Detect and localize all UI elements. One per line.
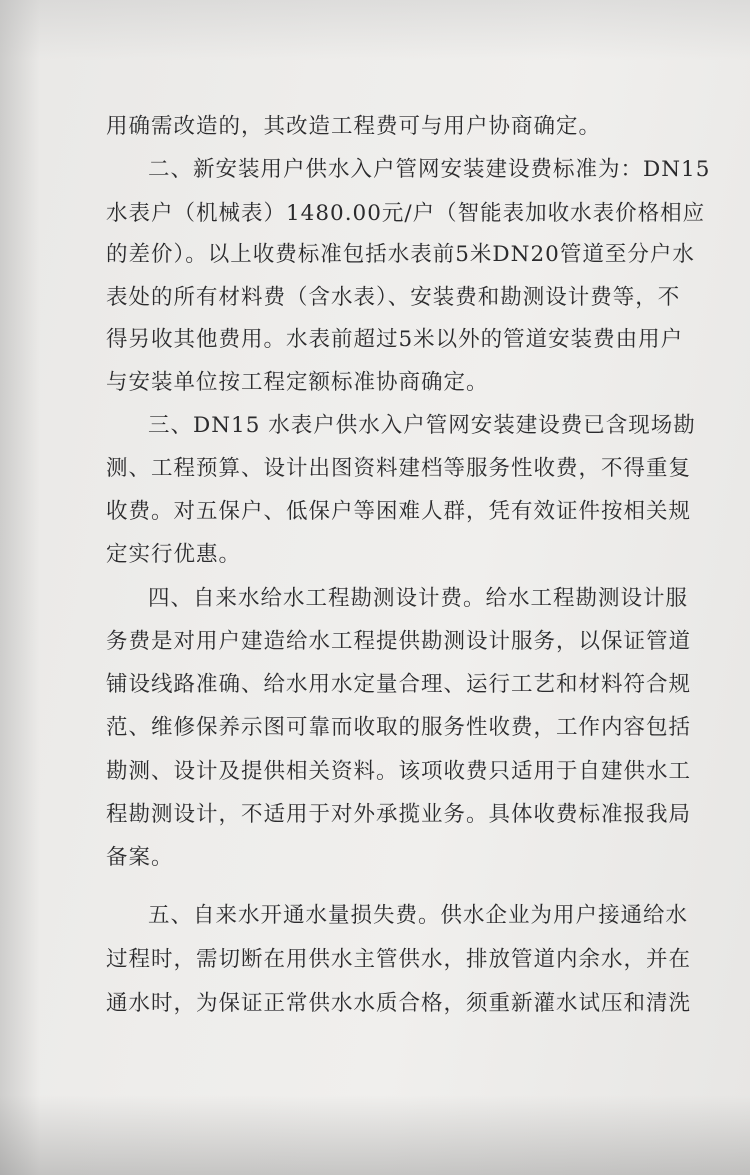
paragraph-3-line-1: 三、DN15 水表户供水入户管网安装建设费已含现场勘 [148,413,696,438]
page-shadow-top [0,0,750,60]
paragraph-4-line-2: 务费是对用户建造给水工程提供勘测设计服务，以保证管道 [106,629,692,654]
paragraph-4-line-6: 程勘测设计，不适用于对外承揽业务。具体收费标准报我局 [106,802,692,827]
paragraph-4-line-7: 备案。 [106,845,174,870]
paragraph-3-line-2: 测、工程预算、设计出图资料建档等服务性收费，不得重复 [106,456,692,481]
page-shadow-bottom [0,1095,750,1175]
paragraph-2-line-1: 二、新安装用户供水入户管网安装建设费标准为：DN15 [148,157,711,182]
paragraph-5-line-2: 过程时，需切断在用供水主管供水，排放管道内余水，并在 [106,947,692,972]
paragraph-5-line-3: 通水时，为保证正常供水水质合格，须重新灌水试压和清洗 [106,991,692,1016]
paragraph-2-line-3: 的差价）。以上收费标准包括水表前5米DN20管道至分户水 [106,242,695,267]
page-shadow-left [0,0,40,1175]
paragraph-4-line-3: 铺设线路准确、给水用水定量合理、运行工艺和材料符合规 [106,672,692,697]
paragraph-4-line-4: 范、维修保养示图可靠而收取的服务性收费，工作内容包括 [106,715,692,740]
paragraph-2-line-4: 表处的所有材料费（含水表）、安装费和勘测设计费等，不 [106,285,681,310]
paragraph-1-line-1: 用确需改造的，其改造工程费可与用户协商确定。 [106,114,602,139]
paragraph-4-line-1: 四、自来水给水工程勘测设计费。给水工程勘测设计服 [148,586,689,611]
paragraph-2-line-5: 得另收其他费用。水表前超过5米以外的管道安装费由用户 [106,327,684,352]
paragraph-2-line-6: 与安装单位按工程定额标准协商确定。 [106,370,489,395]
paragraph-3-line-4: 定实行优惠。 [106,542,242,567]
paragraph-4-line-5: 勘测、设计及提供相关资料。该项收费只适用于自建供水工 [106,759,692,784]
paragraph-2-line-2: 水表户（机械表）1480.00元/户（智能表加收水表价格相应 [106,201,706,226]
paragraph-5-line-1: 五、自来水开通水量损失费。供水企业为用户接通给水 [148,903,689,928]
paragraph-3-line-3: 收费。对五保户、低保户等困难人群，凭有效证件按相关规 [106,499,692,524]
